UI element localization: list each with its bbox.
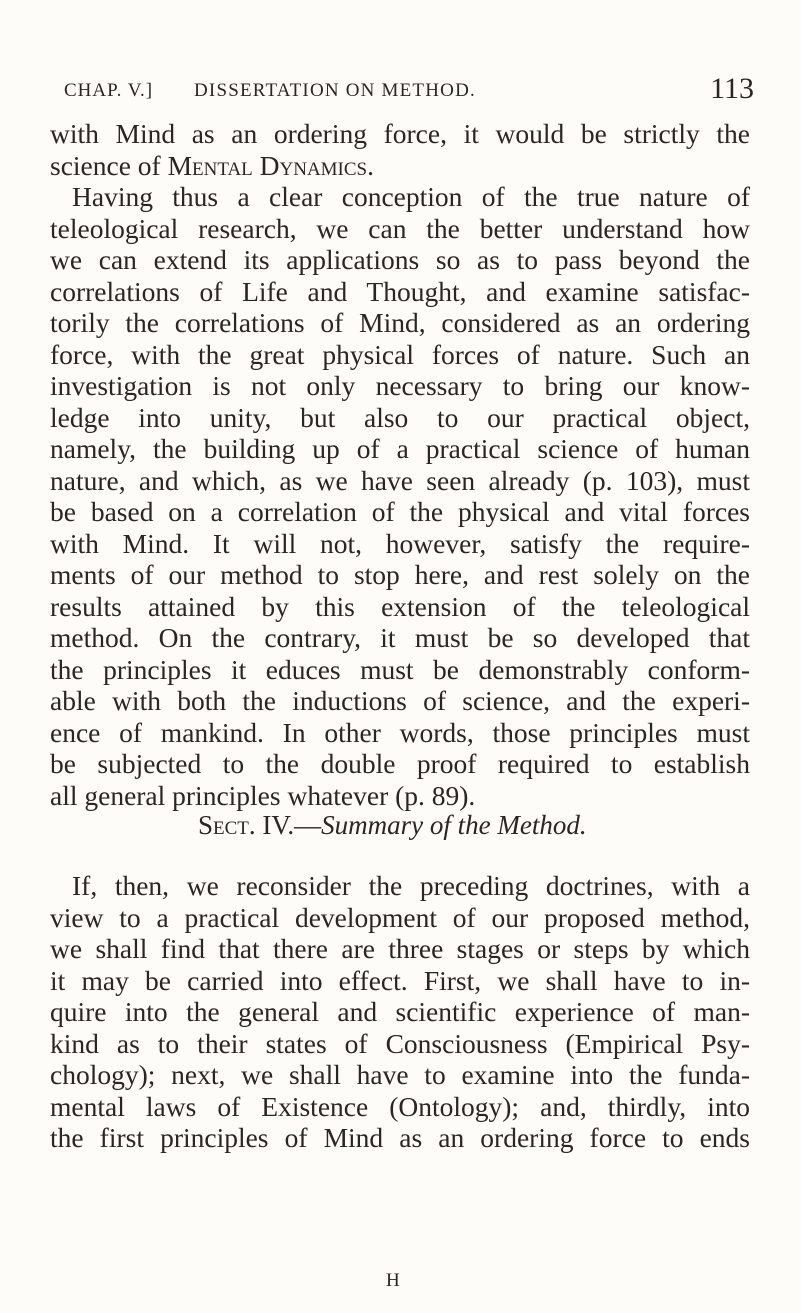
small-caps-term: Mental Dynamics xyxy=(167,149,368,181)
text-line: able with both the inductions of science, and the experi- xyxy=(50,685,750,716)
text-line: we can extend its applications so as to pass beyond the xyxy=(50,244,750,275)
text-line: the principles it educes must be demonstrably conform- xyxy=(50,653,750,685)
body-text-lower xyxy=(50,870,750,1154)
text-line: kind as to their states of Consciousness (Empirical Psy- xyxy=(50,1027,750,1059)
text-line: be subjected to the double proof required to establish xyxy=(50,748,750,779)
text-line: view to a practical development of our proposed method, xyxy=(50,901,750,933)
text-line: Having thus a clear conception of the true nature of xyxy=(72,181,750,212)
section-title: Summary of the Method. xyxy=(321,810,587,840)
text-line: quire into the general and scientific experience of man- xyxy=(50,996,750,1027)
running-title: DISSERTATION ON METHOD. xyxy=(194,80,476,101)
text-line-small-caps: science of Mental Dynamics. xyxy=(50,149,375,181)
text-line: teleological research, we can the better understand how xyxy=(50,212,750,244)
signature-mark: H xyxy=(386,1270,400,1291)
text-line: ence of mankind. In other words, those principles must xyxy=(50,716,750,748)
text-line: method. On the contrary, it must be so developed that xyxy=(50,622,750,653)
text-line: results attained by this extension of the teleological xyxy=(50,590,750,622)
text-line: ments of our method to stop here, and rest solely on the xyxy=(50,559,750,590)
text-line: nature, and which, as we have seen already (p. 103), must xyxy=(50,464,750,496)
section-label: Sect. IV.— xyxy=(198,810,322,840)
text-line: with Mind. It will not, however, satisfy the require- xyxy=(50,527,750,559)
text-line: ledge into unity, but also to our practical object, xyxy=(50,401,750,433)
text-line: namely, the building up of a practical science of human xyxy=(50,433,750,464)
text-line: force, with the great physical forces of nature. Such an xyxy=(50,338,750,370)
text-line: chology); next, we shall have to examine into the funda- xyxy=(50,1059,750,1090)
section-heading xyxy=(198,810,587,841)
text-line: mental laws of Existence (Ontology); and, thirdly, into xyxy=(50,1090,750,1122)
text-line: all general principles whatever (p. 89). xyxy=(50,779,476,811)
text-line: correlations of Life and Thought, and examine satisfac- xyxy=(50,275,750,307)
text-line: If, then, we reconsider the preceding doctrines, with a xyxy=(72,870,750,901)
text-line: torily the correlations of Mind, considered as an ordering xyxy=(50,307,750,338)
text-line: we shall find that there are three stages or steps by which xyxy=(50,933,750,964)
body-text-upper xyxy=(50,118,750,811)
running-header xyxy=(64,72,754,112)
text-line: investigation is not only necessary to bring our know- xyxy=(50,370,750,401)
chapter-label: CHAP. V.] xyxy=(64,80,154,101)
page-number: 113 xyxy=(710,72,754,105)
text-line: be based on a correlation of the physical and vital forces xyxy=(50,496,750,527)
text-line: it may be carried into effect. First, we shall have to in- xyxy=(50,964,750,996)
text-line: the first principles of Mind as an ordering force to ends xyxy=(50,1122,750,1153)
text-line: with Mind as an ordering force, it would be strictly the xyxy=(50,118,750,149)
